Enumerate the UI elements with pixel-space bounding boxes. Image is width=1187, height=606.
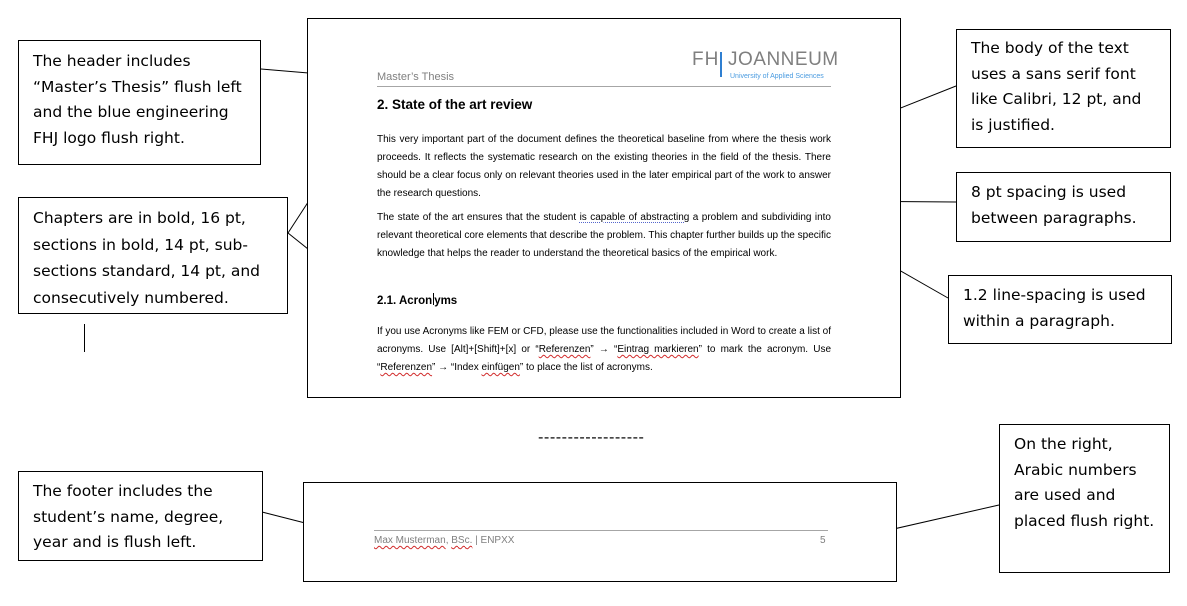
header-annotation-text: The header includes “Master’s Thesis” flush left and the blue engineering FHJ logo flush right. (33, 52, 242, 147)
p3-text-1: If you use Acronyms like FEM or CFD, please use the functionalities included in Word to create a list of acronyms. Use [Alt]+[Shift]+[x] or “ (377, 326, 831, 355)
footer-page (303, 482, 897, 582)
header-annotation-box (18, 40, 261, 165)
chapter-title: 2. State of the art review (377, 97, 533, 112)
line-spacing-annotation-box (948, 275, 1172, 344)
section-title-start: 2.1. Acron (377, 295, 433, 307)
p3-text-2: ” → “ (590, 344, 618, 355)
footer-rule (374, 530, 828, 531)
footer-author (374, 535, 514, 546)
footer-annotation-box (18, 471, 263, 561)
document-page (307, 18, 901, 398)
footer-annotation-text: The footer includes the student’s name, degree, year and is flush left. (33, 482, 224, 551)
page-break-divider: ------------------ (538, 428, 645, 446)
footer-separator: , (445, 535, 452, 546)
page-number-annotation-text: On the right, Arabic numbers are used and placed flush right. (1014, 435, 1155, 530)
section-title-end: yms (434, 295, 458, 307)
p3-text-3: ” to mark the acronym. Use “ (377, 344, 831, 373)
body-font-annotation-box (956, 29, 1171, 148)
spelling-flag-referenzen-2[interactable]: Referenzen (380, 362, 433, 373)
logo-subtitle: University of Applied Sciences (730, 73, 824, 80)
footer-student-name[interactable]: Max Musterman (374, 535, 446, 546)
logo-name-text: JOANNEUM (728, 49, 839, 70)
p3-text-5: ” to place the list of acronyms. (519, 362, 653, 373)
paragraph-3 (377, 323, 831, 377)
spelling-flag-referenzen-1[interactable]: Referenzen (538, 344, 591, 355)
stray-tick-mark (84, 324, 85, 352)
header-label: Master’s Thesis (377, 71, 455, 83)
footer-page-number: 5 (820, 535, 826, 546)
chapters-annotation-box (18, 197, 288, 314)
chapters-annotation-text: Chapters are in bold, 16 pt, sections in bold, 14 pt, sub-sections standard, 14 pt, and consecutively numbered. (33, 209, 261, 307)
footer-degree[interactable]: BSc. (451, 535, 473, 546)
spelling-flag-einfuegen[interactable]: einfügen (481, 362, 520, 373)
grammar-highlight[interactable]: is capable of abstracting (579, 212, 690, 223)
page-number-annotation-box (999, 424, 1170, 573)
logo-divider-bar (720, 52, 722, 77)
footer-program: | ENPXX (472, 535, 515, 546)
paragraph-2-end: a problem and subdividing into relevant theoretical core elements that describe the problem. This chapter further builds up the specific knowledge that helps the reader to understand the theoretical basics of the empirical work. (377, 212, 831, 259)
body-font-annotation-text: The body of the text uses a sans serif font like Calibri, 12 pt, and is justified. (971, 39, 1142, 134)
header-rule (377, 86, 831, 87)
line-spacing-annotation-text: 1.2 line-spacing is used within a paragraph. (963, 286, 1146, 330)
paragraph-spacing-annotation-text: 8 pt spacing is used between paragraphs. (971, 183, 1137, 227)
logo-fh-text: FH (692, 49, 720, 70)
spelling-flag-eintrag-markieren[interactable]: Eintrag markieren (617, 344, 699, 355)
paragraph-spacing-annotation-box (956, 172, 1171, 242)
section-title (377, 293, 457, 307)
paragraph-2 (377, 209, 831, 263)
paragraph-1: This very important part of the document defines the theoretical baseline from where the thesis work proceeds. It reflects the systematic research on the existing theories in the field of the thesis. There should be a clear focus only on relevant theories used in the later empirical part of the work to answer the research questions. (377, 134, 831, 199)
p3-text-4: ” → “Index (432, 362, 482, 373)
paragraph-2-start: The state of the art ensures that the student (377, 212, 580, 223)
